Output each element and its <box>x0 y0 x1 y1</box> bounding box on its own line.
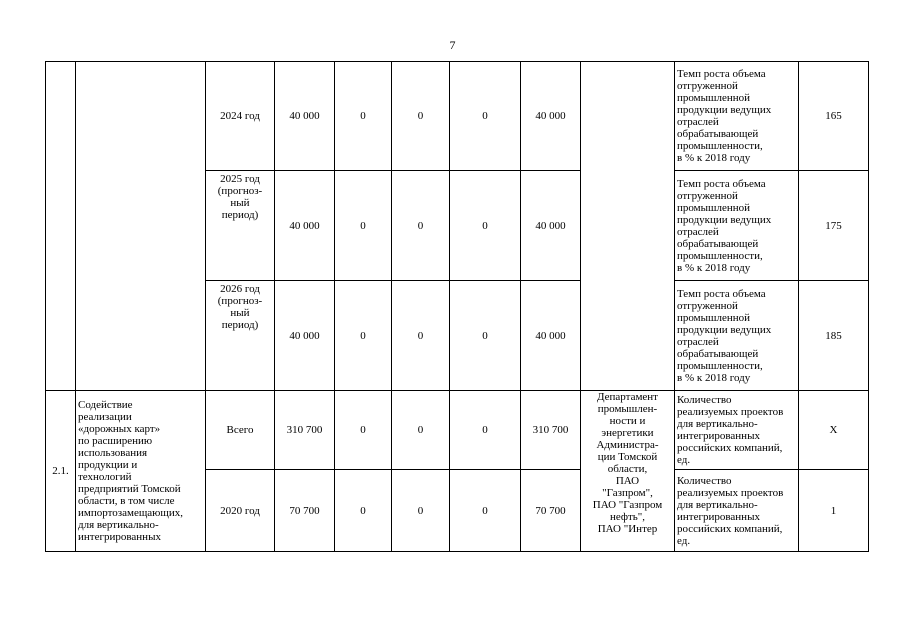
indicator-value-cell: 185 <box>799 281 869 391</box>
executor-cell-empty <box>581 62 675 391</box>
regional-cell: 0 <box>392 391 450 470</box>
indicator-value-cell: 165 <box>799 62 869 171</box>
local-cell: 0 <box>450 62 521 171</box>
program-table <box>45 61 869 552</box>
federal-cell: 0 <box>335 62 392 171</box>
regional-cell: 0 <box>392 62 450 171</box>
table-row <box>46 62 869 171</box>
indicator-cell: Темп роста объема отгруженной промышленной продукции ведущих отраслей обрабатывающей промышленности, в % к 2018 году <box>675 62 799 171</box>
local-cell: 0 <box>450 171 521 281</box>
local-cell: 0 <box>450 281 521 391</box>
period-cell: 2020 год <box>206 470 275 552</box>
extrabudget-cell: 40 000 <box>521 62 581 171</box>
section-number-cell: 2.1. <box>46 391 76 552</box>
local-cell: 0 <box>450 391 521 470</box>
indicator-value-cell: Х <box>799 391 869 470</box>
indicator-value-cell: 1 <box>799 470 869 552</box>
extrabudget-cell: 310 700 <box>521 391 581 470</box>
period-cell: Всего <box>206 391 275 470</box>
regional-cell: 0 <box>392 470 450 552</box>
name-cell-empty <box>76 62 206 391</box>
number-cell-empty <box>46 62 76 391</box>
total-cell: 40 000 <box>275 171 335 281</box>
federal-cell: 0 <box>335 281 392 391</box>
extrabudget-cell: 40 000 <box>521 281 581 391</box>
total-cell: 70 700 <box>275 470 335 552</box>
period-cell: 2025 год (прогноз- ный период) <box>206 171 275 281</box>
local-cell: 0 <box>450 470 521 552</box>
total-cell: 40 000 <box>275 281 335 391</box>
executor-cell: Департамент промышлен- ности и энергетики Администра- ции Томской области, ПАО "Газпром", ПАО "Газпром нефть", ПАО "Интер <box>581 391 675 552</box>
federal-cell: 0 <box>335 470 392 552</box>
indicator-cell: Количество реализуемых проектов для вертикально- интегрированных российских компаний, ед. <box>675 470 799 552</box>
federal-cell: 0 <box>335 171 392 281</box>
indicator-cell: Темп роста объема отгруженной промышленной продукции ведущих отраслей обрабатывающей промышленности, в % к 2018 году <box>675 281 799 391</box>
indicator-cell: Темп роста объема отгруженной промышленной продукции ведущих отраслей обрабатывающей промышленности, в % к 2018 году <box>675 171 799 281</box>
period-cell: 2026 год (прогноз- ный период) <box>206 281 275 391</box>
extrabudget-cell: 40 000 <box>521 171 581 281</box>
regional-cell: 0 <box>392 171 450 281</box>
table-row <box>46 391 869 470</box>
indicator-cell: Количество реализуемых проектов для вертикально- интегрированных российских компаний, ед. <box>675 391 799 470</box>
federal-cell: 0 <box>335 391 392 470</box>
section-name-cell: Содействие реализации «дорожных карт» по расширению использования продукции и технологий предприятий Томской области, в том числе импортозамещающих, для вертикально- интегрированных <box>76 391 206 552</box>
total-cell: 40 000 <box>275 62 335 171</box>
total-cell: 310 700 <box>275 391 335 470</box>
page-number: 7 <box>449 38 456 52</box>
regional-cell: 0 <box>392 281 450 391</box>
indicator-value-cell: 175 <box>799 171 869 281</box>
extrabudget-cell: 70 700 <box>521 470 581 552</box>
period-cell: 2024 год <box>206 62 275 171</box>
